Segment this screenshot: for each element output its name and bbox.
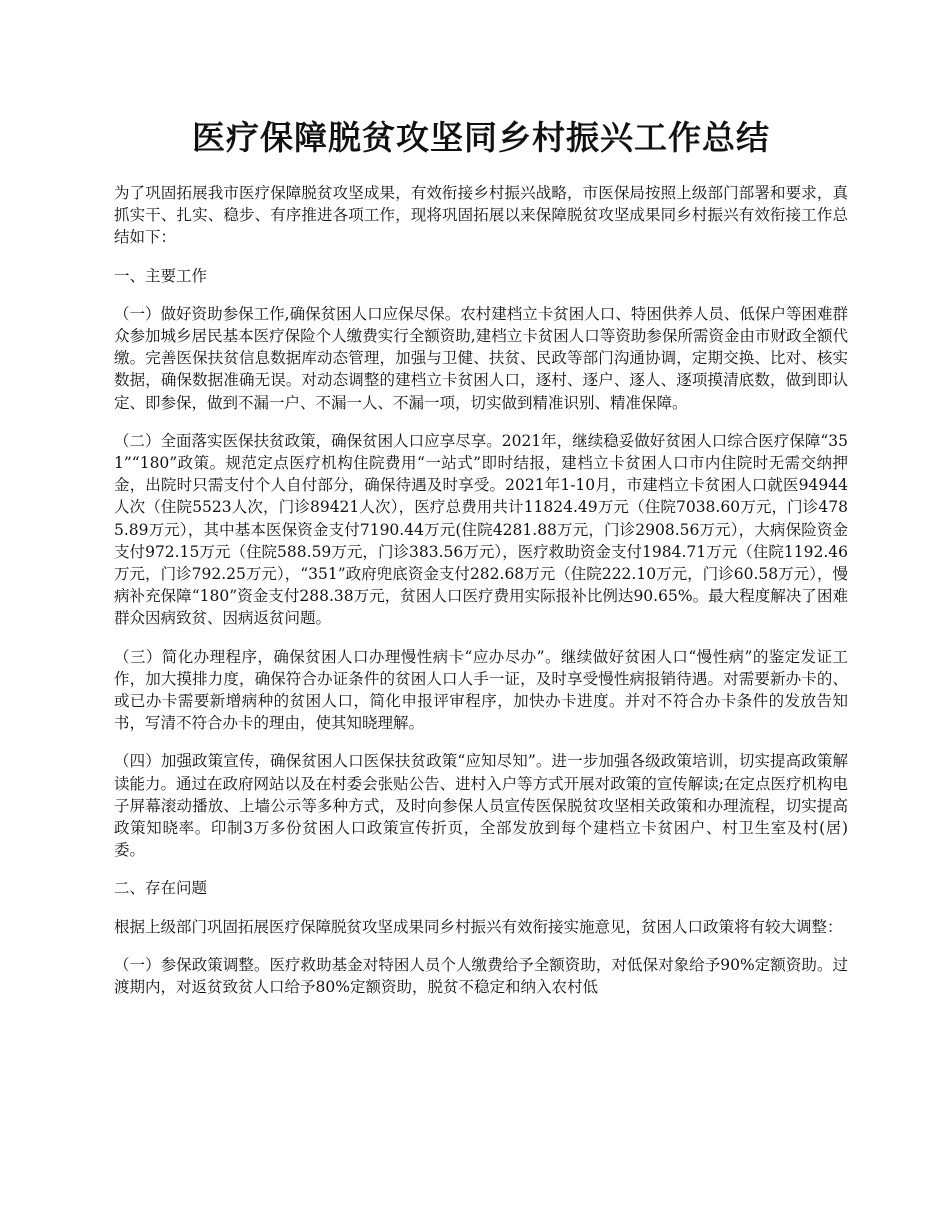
problems-intro-paragraph: 根据上级部门巩固拓展医疗保障脱贫攻坚成果同乡村振兴有效衔接实施意见，贫困人口政策将有较大调整： (114, 917, 843, 936)
title-spacer (114, 162, 848, 182)
paragraph-item-2: （二）全面落实医保扶贫政策，确保贫困人口应享尽享。2021年，继续稳妥做好贫困人口综合医疗保障“351”“180”政策。规范定点医疗机构住院费用“一站式”即时结报，建档立卡贫困人口市内住院时无需交纳押金，出院时只需支付个人自付部分，确保待遇及时享受。2021年1-10月，市建档立卡贫困人口就医94944人次（住院5523人次，门诊89421人次），医疗总费用共计11824.49万元（住院7038.60万元，门诊4785.89万元），其中基本医保资金支付7190.44万元(住院4281.88万元，门诊2908.56万元），大病保险资金支付972.15万元（住院588.59万元，门诊383.56万元），医疗救助资金支付1984.71万元（住院1192.46万元，门诊792.25万元），“351”政府兜底资金支付282.68万元（住院222.10万元，门诊60.58万元），慢病补充保障“180”资金支付288.38万元，贫困人口医疗费用实际报补比例达90.65%。最大程度解决了困难群众因病致贫、因病返贫问题。 (114, 431, 848, 628)
document-title: 医疗保障脱贫攻坚同乡村振兴工作总结 (192, 118, 770, 157)
paragraph-item-3: （三）简化办理程序，确保贫困人口办理慢性病卡“应办尽办”。继续做好贫困人口“慢性病”的鉴定发证工作，加大摸排力度，确保符合办证条件的贫困人口人手一证，及时享受慢性病报销待遇。对需要新办卡的、或已办卡需要新增病种的贫困人口，简化申报评审程序，加快办卡进度。并对不符合办卡条件的发放告知书，写清不符合办卡的理由，使其知晓理解。 (114, 647, 848, 733)
section-heading-problems: 二、存在问题 (114, 879, 208, 898)
paragraph-item-1: （一）做好资助参保工作,确保贫困人口应保尽保。农村建档立卡贫困人口、特困供养人员、低保户等困难群众参加城乡居民基本医疗保险个人缴费实行全额资助,建档立卡贫困人口等资助参保所需资金由市财政全额代缴。完善医保扶贫信息数据库动态管理，加强与卫健、扶贫、民政等部门沟通协调，定期交换、比对、核实数据，确保数据准确无误。对动态调整的建档立卡贫困人口，逐村、逐户、逐人、逐项摸清底数，做到即认定、即参保，做到不漏一户、不漏一人、不漏一项，切实做到精准识别、精准保障。 (114, 304, 848, 412)
intro-paragraph: 为了巩固拓展我市医疗保障脱贫攻坚成果，有效衔接乡村振兴战略，市医保局按照上级部门部署和要求，真抓实干、扎实、稳步、有序推进各项工作，现将巩固拓展以来保障脱贫攻坚成果同乡村振兴有效衔接工作总结如下： (114, 184, 848, 247)
document-page (114, 0, 848, 998)
section-heading-main-work: 一、主要工作 (114, 266, 208, 285)
paragraph-item-4: （四）加强政策宣传，确保贫困人口医保扶贫政策“应知尽知”。进一步加强各级政策培训，切实提高政策解读能力。通过在政府网站以及在村委会张贴公告、进村入户等方式开展对政策的宣传解读;在定点医疗机构电子屏幕滚动播放、上墙公示等多种方式，及时向参保人员宣传医保脱贫攻坚相关政策和办理流程，切实提高政策知晓率。印制3万多份贫困人口政策宣传折页，全部发放到每个建档立卡贫困户、村卫生室及村(居)委。 (114, 752, 848, 860)
paragraph-problem-1: （一）参保政策调整。医疗救助基金对特困人员个人缴费给予全额资助，对低保对象给予90%定额资助。过渡期内，对返贫致贫人口给予80%定额资助，脱贫不稳定和纳入农村低 (114, 955, 848, 997)
